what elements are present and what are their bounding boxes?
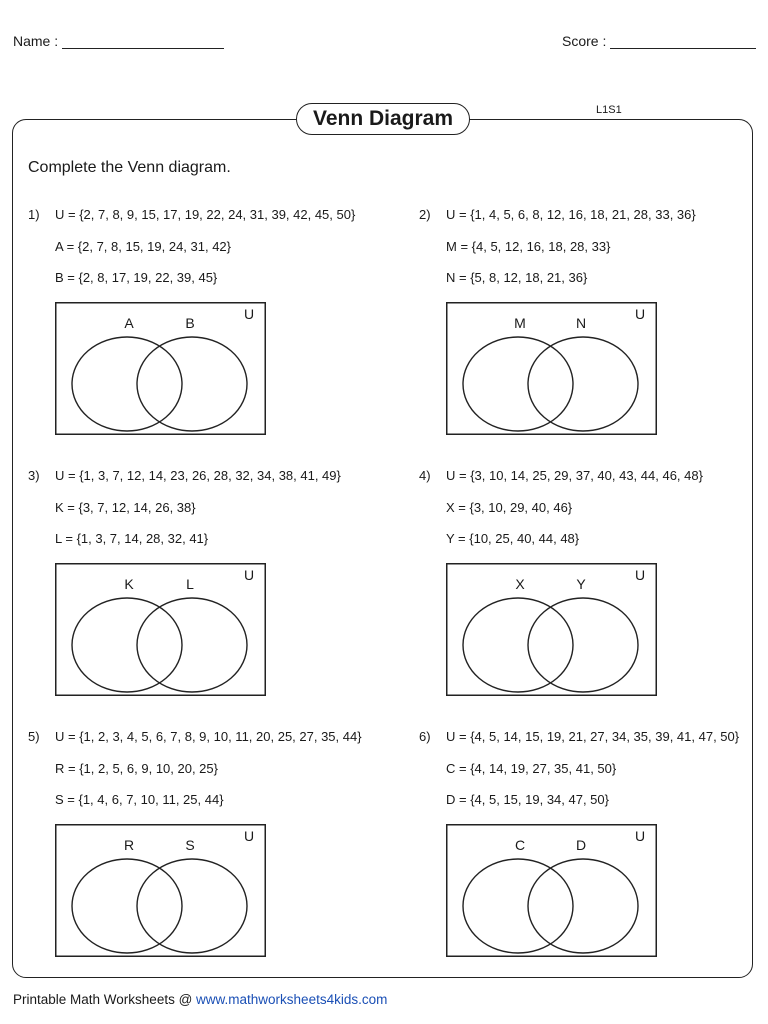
set-label-right: N bbox=[575, 315, 587, 331]
second-set: L = {1, 3, 7, 14, 28, 32, 41} bbox=[55, 531, 209, 546]
name-field bbox=[13, 33, 224, 49]
circle-right bbox=[137, 859, 247, 953]
problem-1 bbox=[28, 207, 388, 437]
universal-set: U = {1, 3, 7, 12, 14, 23, 26, 28, 32, 34, 38, 41, 49} bbox=[55, 468, 341, 483]
first-set: A = {2, 7, 8, 15, 19, 24, 31, 42} bbox=[55, 239, 232, 254]
circle-left bbox=[463, 598, 573, 692]
venn-svg bbox=[55, 563, 266, 696]
venn-svg bbox=[446, 824, 657, 957]
circle-left bbox=[72, 337, 182, 431]
universal-label: U bbox=[634, 828, 646, 844]
problem-number: 2) bbox=[419, 207, 431, 222]
universal-set: U = {4, 5, 14, 15, 19, 21, 27, 34, 35, 39, 41, 47, 50} bbox=[446, 729, 740, 744]
universal-label: U bbox=[243, 306, 255, 322]
score-field bbox=[562, 33, 756, 49]
first-set: M = {4, 5, 12, 16, 18, 28, 33} bbox=[446, 239, 611, 254]
circle-left bbox=[463, 859, 573, 953]
problem-5 bbox=[28, 729, 388, 959]
problem-number: 6) bbox=[419, 729, 431, 744]
worksheet-code: L1S1 bbox=[596, 104, 622, 116]
problem-3 bbox=[28, 468, 388, 698]
problem-number: 5) bbox=[28, 729, 40, 744]
set-label-right: B bbox=[185, 315, 195, 331]
score-blank-line[interactable] bbox=[610, 35, 756, 49]
set-label-right: D bbox=[575, 837, 587, 853]
set-label-right: L bbox=[186, 576, 194, 592]
problem-number: 4) bbox=[419, 468, 431, 483]
problem-number: 1) bbox=[28, 207, 40, 222]
universal-set: U = {2, 7, 8, 9, 15, 17, 19, 22, 24, 31, 39, 42, 45, 50} bbox=[55, 207, 356, 222]
venn-svg bbox=[55, 302, 266, 435]
problem-4 bbox=[419, 468, 768, 698]
set-label-left: M bbox=[514, 315, 526, 331]
set-label-left: A bbox=[124, 315, 134, 331]
universal-label: U bbox=[634, 306, 646, 322]
circle-right bbox=[137, 337, 247, 431]
circle-right bbox=[137, 598, 247, 692]
second-set: D = {4, 5, 15, 19, 34, 47, 50} bbox=[446, 792, 609, 807]
problem-6 bbox=[419, 729, 768, 959]
second-set: N = {5, 8, 12, 18, 21, 36} bbox=[446, 270, 588, 285]
venn-diagram[interactable] bbox=[446, 824, 657, 957]
universal-set: U = {3, 10, 14, 25, 29, 37, 40, 43, 44, 46, 48} bbox=[446, 468, 703, 483]
first-set: K = {3, 7, 12, 14, 26, 38} bbox=[55, 500, 196, 515]
second-set: Y = {10, 25, 40, 44, 48} bbox=[446, 531, 580, 546]
name-blank-line[interactable] bbox=[62, 35, 224, 49]
footer-text: Printable Math Worksheets @ bbox=[13, 992, 197, 1007]
universal-label: U bbox=[243, 828, 255, 844]
circle-left bbox=[72, 598, 182, 692]
problem-2 bbox=[419, 207, 768, 437]
set-label-right: Y bbox=[576, 576, 586, 592]
universal-label: U bbox=[634, 567, 646, 583]
footer-link[interactable]: www.mathworksheets4kids.com bbox=[196, 992, 388, 1007]
circle-right bbox=[528, 337, 638, 431]
venn-diagram[interactable] bbox=[446, 563, 657, 696]
circle-right bbox=[528, 859, 638, 953]
circle-right bbox=[528, 598, 638, 692]
footer bbox=[13, 992, 387, 1007]
problem-number: 3) bbox=[28, 468, 40, 483]
venn-svg bbox=[446, 302, 657, 435]
venn-diagram[interactable] bbox=[55, 563, 266, 696]
set-label-left: X bbox=[515, 576, 525, 592]
universal-set: U = {1, 4, 5, 6, 8, 12, 16, 18, 21, 28, 33, 36} bbox=[446, 207, 696, 222]
worksheet-title: Venn Diagram bbox=[296, 103, 470, 135]
venn-diagram[interactable] bbox=[55, 302, 266, 435]
universal-label: U bbox=[243, 567, 255, 583]
circle-left bbox=[463, 337, 573, 431]
instruction-text: Complete the Venn diagram. bbox=[28, 159, 231, 176]
venn-svg bbox=[446, 563, 657, 696]
venn-svg bbox=[55, 824, 266, 957]
set-label-left: K bbox=[124, 576, 134, 592]
name-label: Name : bbox=[13, 33, 59, 49]
universal-set: U = {1, 2, 3, 4, 5, 6, 7, 8, 9, 10, 11, 20, 25, 27, 35, 44} bbox=[55, 729, 362, 744]
venn-diagram[interactable] bbox=[55, 824, 266, 957]
score-label: Score : bbox=[562, 33, 607, 49]
venn-diagram[interactable] bbox=[446, 302, 657, 435]
set-label-right: S bbox=[185, 837, 195, 853]
circle-left bbox=[72, 859, 182, 953]
second-set: B = {2, 8, 17, 19, 22, 39, 45} bbox=[55, 270, 218, 285]
first-set: R = {1, 2, 5, 6, 9, 10, 20, 25} bbox=[55, 761, 218, 776]
set-label-left: C bbox=[514, 837, 526, 853]
first-set: X = {3, 10, 29, 40, 46} bbox=[446, 500, 573, 515]
first-set: C = {4, 14, 19, 27, 35, 41, 50} bbox=[446, 761, 617, 776]
set-label-left: R bbox=[123, 837, 135, 853]
second-set: S = {1, 4, 6, 7, 10, 11, 25, 44} bbox=[55, 792, 224, 807]
